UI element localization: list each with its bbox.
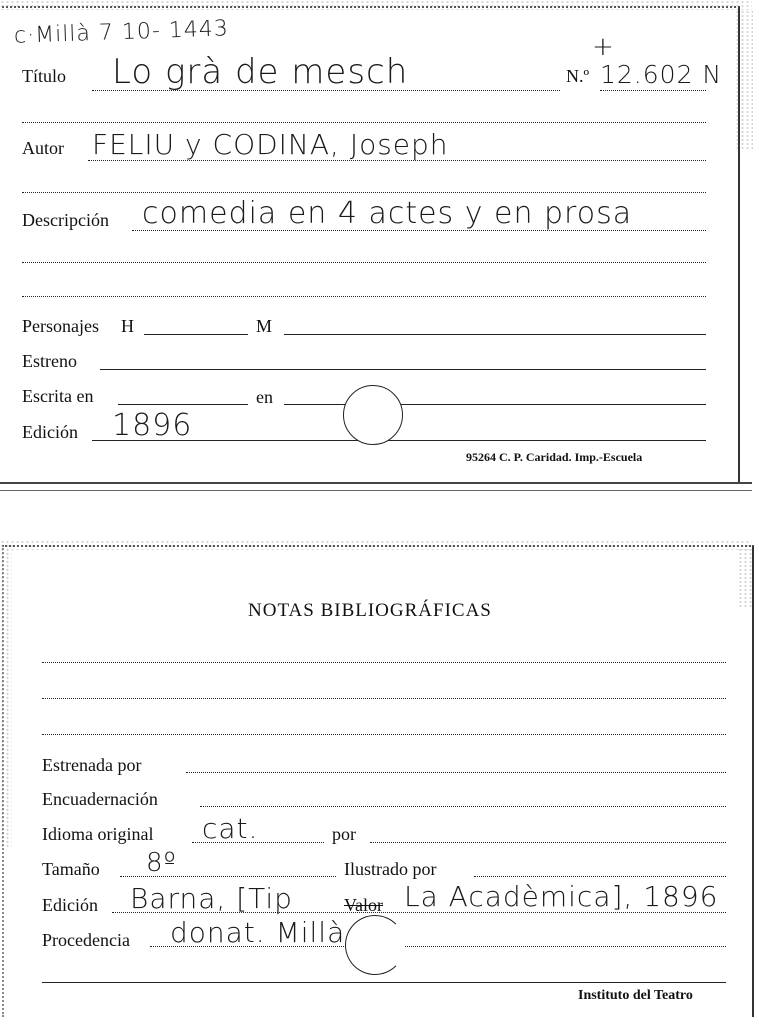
paper-texture	[738, 548, 754, 608]
idioma-value: cat.	[202, 812, 259, 845]
tamano-label: Tamaño	[42, 859, 100, 879]
descripcion-extra-line	[22, 262, 706, 263]
titulo-label: Título	[22, 66, 66, 86]
autor-label: Autor	[22, 138, 64, 158]
numero-line	[600, 90, 706, 91]
autor-value: FELIU y CODINA, Joseph	[92, 128, 449, 161]
punch-hole	[343, 385, 403, 445]
m-label: M	[256, 316, 273, 336]
h-label: H	[121, 316, 134, 336]
por-line	[370, 842, 726, 843]
card-edge	[0, 490, 752, 491]
descripcion-value: comedia en 4 actes y en prosa	[142, 196, 633, 231]
escrita-label: Escrita en	[22, 386, 94, 406]
idioma-label: Idioma original	[42, 824, 154, 844]
m-line	[284, 334, 706, 335]
ilustrado-label: Ilustrado por	[344, 859, 437, 879]
titulo-extra-line	[22, 122, 706, 123]
estrenada-label: Estrenada por	[42, 755, 142, 775]
edicion2-label: Edición	[42, 895, 98, 915]
h-line	[144, 334, 248, 335]
edicion-label: Edición	[22, 422, 78, 442]
personajes-label: Personajes	[22, 316, 99, 336]
edicion-value: 1896	[112, 408, 193, 443]
paper-texture	[0, 0, 752, 10]
procedencia-label: Procedencia	[42, 930, 130, 950]
cross-mark: +	[592, 32, 615, 62]
en-label: en	[256, 387, 273, 407]
descripcion-extra-line	[22, 296, 706, 297]
paper-texture	[735, 10, 753, 150]
numero-value: 12.602 N	[600, 60, 723, 89]
punch-hole	[345, 915, 405, 975]
notas-heading: NOTAS BIBLIOGRÁFICAS	[248, 600, 492, 621]
edicion2-value-a: Barna, [Tip	[130, 882, 293, 915]
notas-line	[42, 662, 726, 663]
ilustrado-line	[474, 876, 726, 877]
numero-label: N.º	[566, 66, 590, 86]
titulo-value: Lo grà de mesch	[112, 52, 409, 92]
paper-texture	[0, 540, 752, 550]
autor-extra-line	[22, 192, 706, 193]
notas-line	[42, 698, 726, 699]
corner-note: c·Millà 7 10- 1443	[13, 16, 230, 49]
tamano-value: 8º	[146, 848, 177, 878]
escrita-line	[118, 404, 248, 405]
procedencia-value: donat. Millà	[170, 916, 346, 949]
paper-texture	[0, 548, 12, 848]
estrenada-line	[186, 772, 726, 773]
edicion2-value-b: La Acadèmica], 1896	[404, 880, 719, 913]
card-edge	[0, 482, 752, 484]
printer-imprint: 95264 C. P. Caridad. Imp.-Escuela	[466, 450, 643, 464]
por-label: por	[332, 824, 356, 844]
institution-footer: Instituto del Teatro	[578, 988, 693, 1003]
estreno-line	[100, 369, 706, 370]
estreno-label: Estreno	[22, 351, 77, 371]
valor-label: Valor	[344, 895, 383, 915]
notas-line	[42, 734, 726, 735]
descripcion-label: Descripción	[22, 210, 109, 230]
encuadernacion-line	[200, 806, 726, 807]
footer-rule	[42, 982, 726, 983]
encuadernacion-label: Encuadernación	[42, 789, 158, 809]
